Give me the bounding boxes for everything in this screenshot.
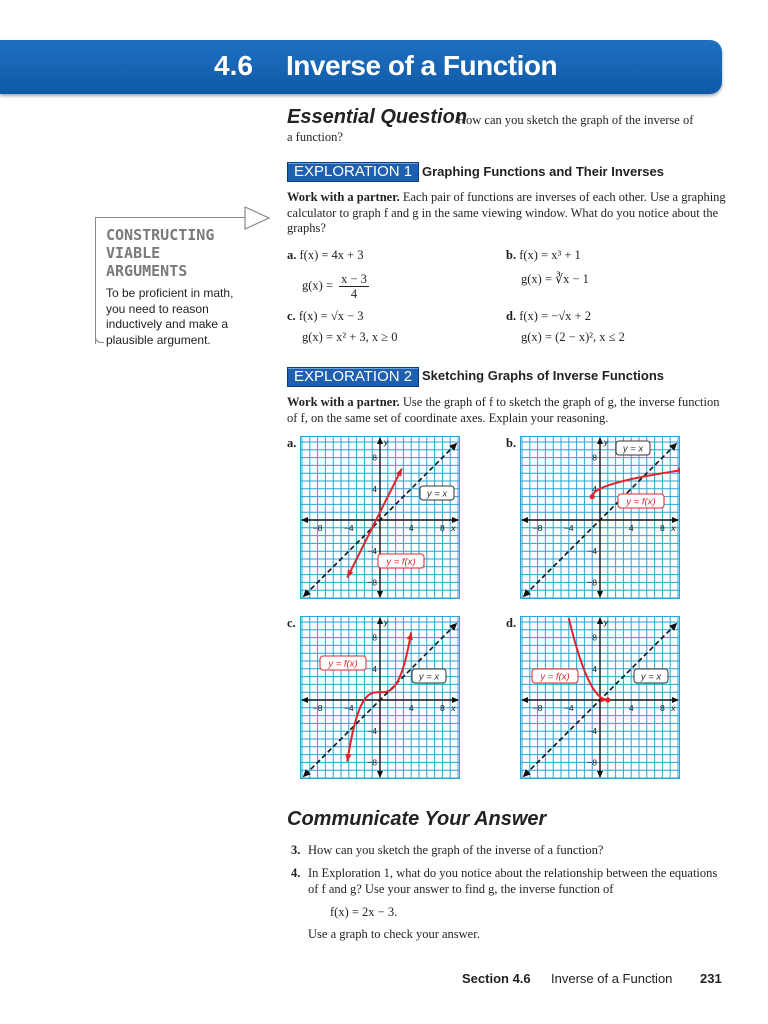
axis-label-y: y: [383, 617, 389, 627]
function-endpoint: [605, 697, 610, 702]
essential-question-text: How can you sketch the graph of the inverse of: [457, 113, 694, 127]
graph-a-letter: a.: [287, 436, 297, 450]
label-y-equals-x: y = x: [426, 488, 448, 500]
label-y-equals-x: y = x: [418, 671, 440, 683]
axis-label-y: y: [603, 617, 609, 627]
axis-label-y: y: [603, 437, 609, 447]
sidebar-text: To be proficient in math, you need to reason inductively and make a plausible argument.: [106, 286, 234, 347]
label-y-equals-fx: y = f(x): [386, 556, 416, 568]
tick-label-x: −4: [563, 703, 574, 713]
question-4-end: Use a graph to check your answer.: [308, 927, 480, 941]
graph-b: [520, 436, 680, 599]
tick-label-y: −4: [367, 726, 377, 737]
label-y-equals-fx: y = f(x): [626, 496, 656, 508]
axis-label-x: x: [671, 523, 676, 533]
question-3-text: How can you sketch the graph of the inverse of a function?: [308, 843, 604, 857]
exploration-2-title: Sketching Graphs of Inverse Functions: [422, 368, 664, 383]
axis-label-x: x: [451, 703, 456, 713]
tick-label-y: −8: [367, 577, 377, 588]
tick-label-x: −4: [343, 523, 354, 533]
axis-label-y: y: [383, 437, 389, 447]
section-number: 4.6: [214, 50, 253, 81]
tick-label-x: 8: [440, 523, 445, 533]
tick-label-y: −8: [587, 577, 597, 588]
question-4-number: 4.: [291, 866, 301, 880]
exploration-1-title: Graphing Functions and Their Inverses: [422, 164, 664, 179]
sidebar-corner: [95, 330, 104, 343]
e1-item-a-f: a. f(x) = 4x + 3: [287, 248, 364, 262]
question-4-text: In Exploration 1, what do you notice about the relationship between the equations of f and g? Use your answer to find g, the inverse function of: [308, 866, 718, 896]
footer-page-number: 231: [700, 971, 722, 986]
tick-label-x: −4: [343, 703, 354, 713]
e1-item-b-g: g(x) = ∛x − 1: [521, 272, 589, 286]
tick-label-x: 8: [660, 703, 665, 713]
tick-label-x: −8: [532, 703, 543, 713]
communicate-heading: Communicate Your Answer: [287, 808, 547, 830]
e1-item-a-g-den: 4: [350, 287, 358, 301]
tick-label-x: 8: [660, 523, 665, 533]
e1-item-a-g-num: x − 3: [341, 272, 367, 286]
graph-d: [520, 616, 680, 779]
tick-label-y: 8: [592, 632, 597, 643]
question-4-equation: f(x) = 2x − 3.: [330, 905, 398, 919]
tick-label-y: 8: [372, 452, 377, 463]
graph-c-letter: c.: [287, 616, 296, 630]
e1-item-c-f: c. f(x) = √x − 3: [287, 309, 364, 323]
tick-label-y: 8: [592, 452, 597, 463]
exploration-1-label: EXPLORATION 1: [287, 162, 419, 182]
axis-label-x: x: [451, 523, 456, 533]
tick-label-x: −4: [563, 523, 574, 533]
exploration-1-text: Each pair of functions are inverses of each other. Use a graphing calculator to graph f and g in the same viewing window. What do you notice about the graphs?: [287, 190, 726, 235]
sidebar-arrow-icon: [243, 205, 273, 231]
axis-label-x: x: [671, 703, 676, 713]
label-y-equals-fx: y = f(x): [328, 658, 358, 670]
tick-label-y: 4: [372, 483, 377, 494]
tick-label-x: −8: [312, 703, 323, 713]
tick-label-y: 8: [372, 632, 377, 643]
sidebar-title-line: ARGUMENTS: [106, 262, 188, 280]
exploration-2-instructions: [287, 395, 727, 426]
graph-a: [300, 436, 460, 599]
label-y-equals-x: y = x: [622, 443, 644, 455]
tick-label-y: −8: [587, 757, 597, 768]
section-title: Inverse of a Function: [286, 50, 558, 81]
footer-title: Inverse of a Function: [551, 971, 673, 986]
tick-label-x: −8: [532, 523, 543, 533]
e1-item-b-f: b. f(x) = x³ + 1: [506, 248, 581, 262]
e1-item-d-g: g(x) = (2 − x)², x ≤ 2: [521, 330, 625, 344]
tick-label-y: 4: [372, 663, 377, 674]
graph-c: [300, 616, 460, 779]
exploration-2-label: EXPLORATION 2: [287, 367, 419, 387]
tick-label-y: 4: [592, 663, 597, 674]
graph-b-letter: b.: [506, 436, 517, 450]
e1-item-a-g-prefix: g(x) =: [302, 278, 333, 293]
tick-label-x: −8: [312, 523, 323, 533]
function-endpoint: [590, 494, 595, 499]
tick-label-x: 4: [408, 523, 414, 533]
label-y-equals-x: y = x: [640, 671, 662, 683]
sidebar-title-line: CONSTRUCTING: [106, 226, 215, 244]
question-3-number: 3.: [291, 843, 301, 857]
tick-label-x: 4: [408, 703, 414, 713]
sidebar-title: [106, 226, 246, 280]
label-y-equals-fx: y = f(x): [540, 671, 570, 683]
exploration-2-text: Use the graph of f to sketch the graph of g, the inverse function of f, on the same set of coordinate axes. Explain your reasoning.: [287, 395, 720, 425]
sidebar-title-line: VIABLE: [106, 244, 161, 262]
exploration-1-instructions: [287, 190, 727, 237]
essential-question-text-2: a function?: [287, 130, 343, 144]
essential-question-heading: Essential Question: [287, 106, 468, 128]
tick-label-y: 4: [592, 483, 597, 494]
e1-item-a-g: [302, 272, 369, 301]
e1-item-c-g: g(x) = x² + 3, x ≥ 0: [302, 330, 398, 344]
tick-label-y: −4: [587, 546, 597, 557]
tick-label-x: 4: [628, 523, 634, 533]
tick-label-y: −4: [587, 726, 597, 737]
exploration-1-lead: Work with a partner.: [287, 190, 400, 204]
exploration-2-lead: Work with a partner.: [287, 395, 400, 409]
tick-label-y: −8: [367, 757, 377, 768]
footer-section: Section 4.6: [462, 971, 531, 986]
tick-label-x: 8: [440, 703, 445, 713]
e1-item-d-f: d. f(x) = −√x + 2: [506, 309, 591, 323]
tick-label-y: −4: [367, 546, 377, 557]
graph-d-letter: d.: [506, 616, 517, 630]
tick-label-x: 4: [628, 703, 634, 713]
